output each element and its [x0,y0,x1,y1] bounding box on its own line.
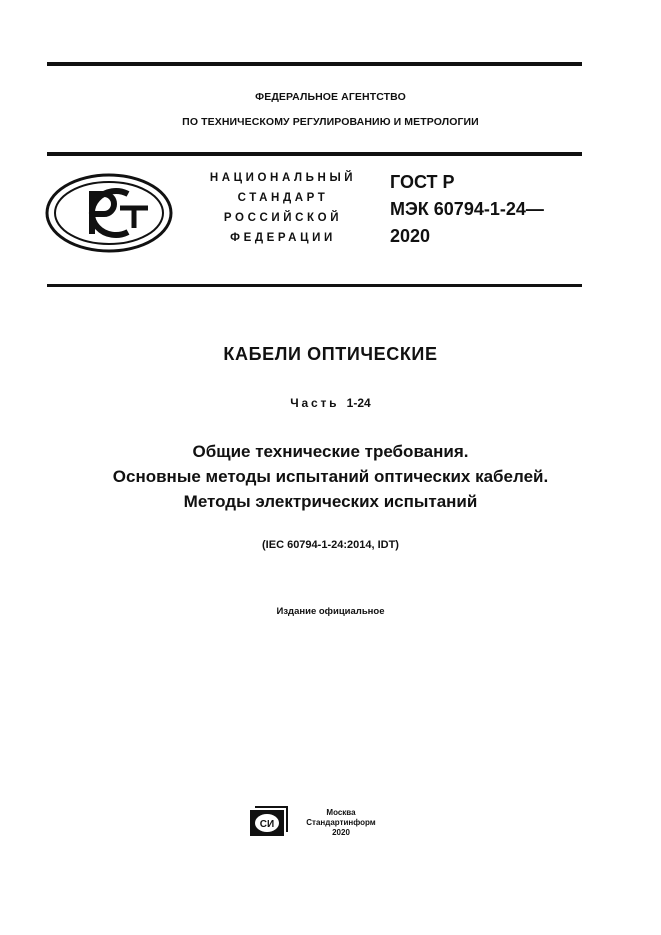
gost-line: ГОСТ Р [390,172,455,192]
national-line: РОССИЙСКОЙ [223,212,343,224]
gost-logo [44,172,174,254]
part-number: 1-24 [346,396,371,410]
gost-designation [390,170,590,248]
top-rule [47,62,582,66]
subtitle-line: Методы электрических испытаний [183,492,478,511]
national-line: СТАНДАРТ [237,192,329,204]
document-subtitle [0,439,661,514]
header-rule [47,152,582,156]
gost-line: 2020 [390,226,431,246]
part-line [0,396,661,410]
agency-line-1: ФЕДЕРАЛЬНОЕ АГЕНТСТВО [255,91,406,103]
national-standard-label [186,172,380,252]
subtitle-line: Основные методы испытаний оптических кабелей. [112,467,549,486]
part-label: Часть [290,396,340,410]
subtitle-line: Общие технические требования. [192,442,469,461]
standartinform-logo-icon [249,806,289,838]
edition-label: Издание официальное [276,606,385,617]
gost-line: МЭК 60794-1-24— [390,199,544,219]
national-line: ФЕДЕРАЦИИ [230,232,336,244]
national-line: НАЦИОНАЛЬНЫЙ [209,172,357,184]
agency-line-2: ПО ТЕХНИЧЕСКОМУ РЕГУЛИРОВАНИЮ И МЕТРОЛОГИИ [182,116,479,128]
document-title: КАБЕЛИ ОПТИЧЕСКИЕ [223,344,438,364]
publisher-city: Москва [326,808,356,817]
publisher-info [296,808,386,838]
block-rule [47,284,582,287]
publisher-logo-text: СИ [259,819,275,830]
publisher-year: 2020 [332,828,350,837]
publisher-logo [249,806,289,838]
rst-emblem-icon [44,172,174,254]
iec-reference: (IEC 60794-1-24:2014, IDT) [262,539,399,551]
publisher-name: Стандартинформ [306,818,376,827]
